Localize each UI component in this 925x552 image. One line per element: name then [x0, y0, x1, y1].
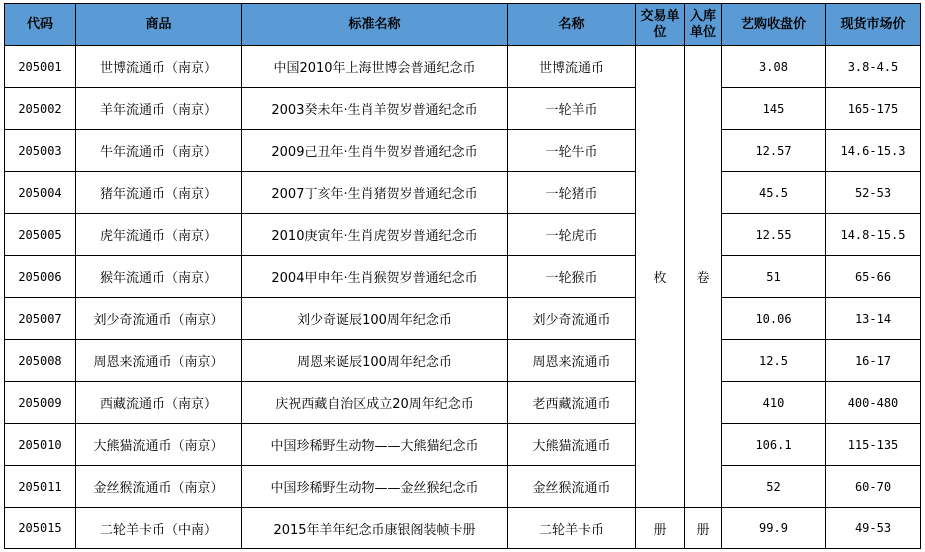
cell-product: 虎年流通币（南京）	[76, 214, 242, 256]
cell-market-price: 3.8-4.5	[826, 46, 921, 88]
cell-market-price: 13-14	[826, 298, 921, 340]
cell-market-price: 165-175	[826, 88, 921, 130]
cell-standard-name: 刘少奇诞辰100周年纪念币	[242, 298, 508, 340]
cell-product: 二轮羊卡币（中南）	[76, 508, 242, 549]
header-standard-name: 标准名称	[242, 4, 508, 46]
cell-name: 一轮牛币	[508, 130, 636, 172]
cell-buy-price: 12.5	[722, 340, 826, 382]
table-row	[5, 382, 921, 424]
table-row	[5, 46, 921, 88]
header-buy-price: 艺购收盘价	[722, 4, 826, 46]
cell-market-price: 60-70	[826, 466, 921, 508]
cell-product: 大熊猫流通币（南京）	[76, 424, 242, 466]
cell-buy-price: 106.1	[722, 424, 826, 466]
cell-market-price: 14.6-15.3	[826, 130, 921, 172]
header-code: 代码	[5, 4, 76, 46]
coin-price-table	[4, 3, 921, 549]
cell-name: 老西藏流通币	[508, 382, 636, 424]
cell-code: 205005	[5, 214, 76, 256]
cell-buy-price: 3.08	[722, 46, 826, 88]
header-trade-unit: 交易单位	[636, 4, 685, 46]
header-name: 名称	[508, 4, 636, 46]
cell-product: 世博流通币（南京）	[76, 46, 242, 88]
cell-buy-price: 99.9	[722, 508, 826, 549]
cell-market-price: 400-480	[826, 382, 921, 424]
cell-standard-name: 中国珍稀野生动物——大熊猫纪念币	[242, 424, 508, 466]
cell-code: 205015	[5, 508, 76, 549]
cell-buy-price: 10.06	[722, 298, 826, 340]
cell-name: 金丝猴流通币	[508, 466, 636, 508]
header-row	[5, 4, 921, 46]
table-row	[5, 508, 921, 549]
table-row	[5, 256, 921, 298]
cell-standard-name: 2007丁亥年·生肖猪贺岁普通纪念币	[242, 172, 508, 214]
cell-buy-price: 51	[722, 256, 826, 298]
cell-code: 205011	[5, 466, 76, 508]
cell-product: 羊年流通币（南京）	[76, 88, 242, 130]
cell-name: 一轮虎币	[508, 214, 636, 256]
cell-product: 猴年流通币（南京）	[76, 256, 242, 298]
cell-buy-price: 45.5	[722, 172, 826, 214]
cell-code: 205007	[5, 298, 76, 340]
header-market-price: 现货市场价	[826, 4, 921, 46]
cell-market-price: 65-66	[826, 256, 921, 298]
table-row	[5, 466, 921, 508]
cell-code: 205003	[5, 130, 76, 172]
cell-name: 一轮羊币	[508, 88, 636, 130]
cell-trade-unit: 册	[636, 508, 685, 549]
cell-name: 一轮猴币	[508, 256, 636, 298]
cell-buy-price: 145	[722, 88, 826, 130]
cell-name: 刘少奇流通币	[508, 298, 636, 340]
cell-code: 205008	[5, 340, 76, 382]
cell-product: 刘少奇流通币（南京）	[76, 298, 242, 340]
cell-code: 205006	[5, 256, 76, 298]
cell-code: 205002	[5, 88, 76, 130]
cell-buy-price: 410	[722, 382, 826, 424]
cell-market-price: 115-135	[826, 424, 921, 466]
cell-product: 猪年流通币（南京）	[76, 172, 242, 214]
cell-product: 西藏流通币（南京）	[76, 382, 242, 424]
cell-standard-name: 周恩来诞辰100周年纪念币	[242, 340, 508, 382]
cell-name: 世博流通币	[508, 46, 636, 88]
cell-market-price: 52-53	[826, 172, 921, 214]
cell-buy-price: 12.57	[722, 130, 826, 172]
cell-code: 205004	[5, 172, 76, 214]
cell-standard-name: 中国珍稀野生动物——金丝猴纪念币	[242, 466, 508, 508]
cell-standard-name: 2010庚寅年·生肖虎贺岁普通纪念币	[242, 214, 508, 256]
table-row	[5, 214, 921, 256]
table-row	[5, 298, 921, 340]
cell-standard-name: 庆祝西藏自治区成立20周年纪念币	[242, 382, 508, 424]
cell-name: 二轮羊卡币	[508, 508, 636, 549]
cell-standard-name: 2003癸未年·生肖羊贺岁普通纪念币	[242, 88, 508, 130]
header-storage-unit: 入库单位	[685, 4, 722, 46]
cell-standard-name: 2004甲申年·生肖猴贺岁普通纪念币	[242, 256, 508, 298]
table-row	[5, 424, 921, 466]
cell-storage-unit: 册	[685, 508, 722, 549]
cell-product: 金丝猴流通币（南京）	[76, 466, 242, 508]
cell-code: 205010	[5, 424, 76, 466]
cell-storage-unit-merged: 卷	[685, 46, 722, 508]
cell-market-price: 16-17	[826, 340, 921, 382]
cell-code: 205009	[5, 382, 76, 424]
cell-name: 一轮猪币	[508, 172, 636, 214]
table-row	[5, 88, 921, 130]
cell-product: 周恩来流通币（南京）	[76, 340, 242, 382]
cell-trade-unit-merged: 枚	[636, 46, 685, 508]
cell-market-price: 14.8-15.5	[826, 214, 921, 256]
cell-buy-price: 52	[722, 466, 826, 508]
table-row	[5, 172, 921, 214]
cell-name: 周恩来流通币	[508, 340, 636, 382]
cell-market-price: 49-53	[826, 508, 921, 549]
cell-name: 大熊猫流通币	[508, 424, 636, 466]
cell-product: 牛年流通币（南京）	[76, 130, 242, 172]
cell-code: 205001	[5, 46, 76, 88]
table-body	[5, 46, 921, 549]
table-row	[5, 340, 921, 382]
cell-standard-name: 中国2010年上海世博会普通纪念币	[242, 46, 508, 88]
cell-standard-name: 2015年羊年纪念币康银阁装帧卡册	[242, 508, 508, 549]
header-product: 商品	[76, 4, 242, 46]
table-row	[5, 130, 921, 172]
cell-standard-name: 2009己丑年·生肖牛贺岁普通纪念币	[242, 130, 508, 172]
cell-buy-price: 12.55	[722, 214, 826, 256]
